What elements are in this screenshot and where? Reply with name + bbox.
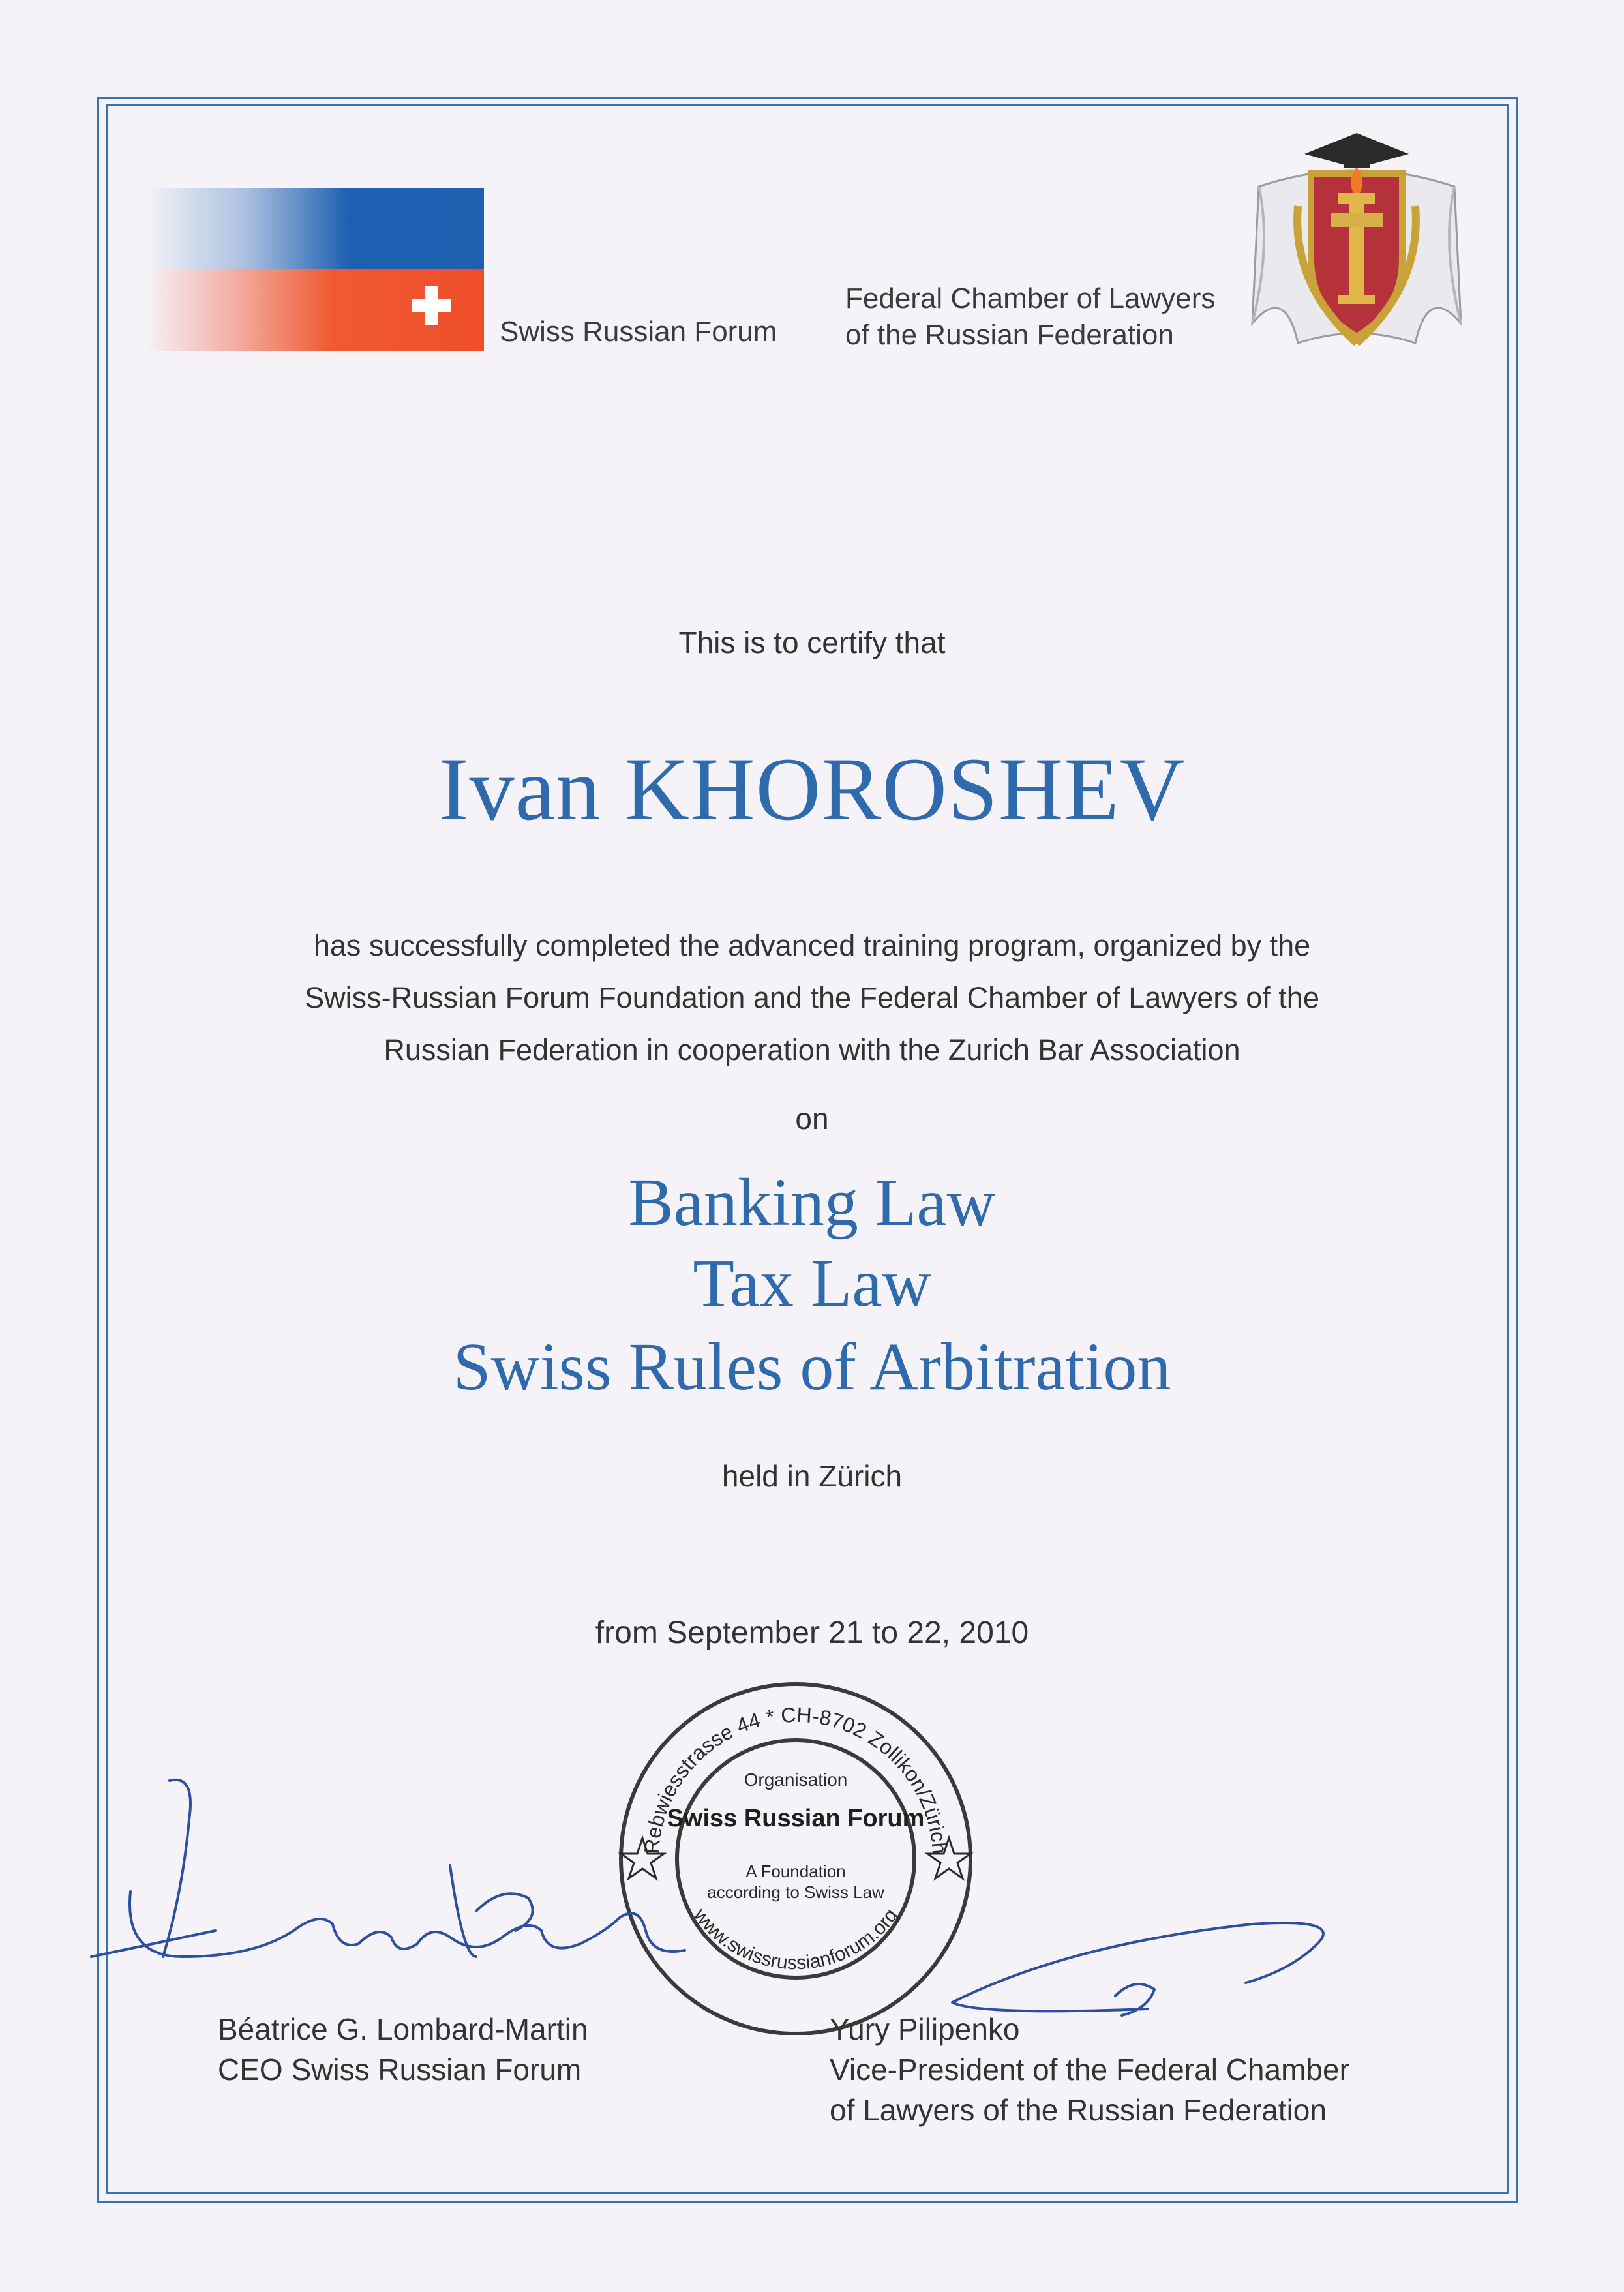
recipient-name: Ivan KHOROSHEV	[438, 739, 1186, 839]
program-dates: from September 21 to 22, 2010	[595, 1616, 1029, 1650]
signatory-right-title-line2: of Lawyers of the Russian Federation	[830, 2093, 1327, 2127]
held-location: held in Zürich	[721, 1459, 903, 1493]
swiss-cross-icon	[400, 274, 463, 337]
on-label: on	[795, 1102, 829, 1136]
program-description	[0, 920, 1624, 1076]
stamp-center-main: Swiss Russian Forum	[667, 1805, 925, 1832]
signatory-left-name: Béatrice G. Lombard-Martin	[218, 2012, 588, 2046]
program-line-2: Swiss-Russian Forum Foundation and the Federal Chamber of Lawyers of the	[305, 981, 1319, 1014]
signatory-right-name: Yury Pilipenko	[830, 2012, 1020, 2046]
org-right-line2: of the Russian Federation	[845, 319, 1174, 351]
signatory-right	[830, 2009, 1349, 2130]
stamp-center-line1: A Foundation	[745, 1862, 846, 1881]
stamp-ring-top: Rebwiesstrasse 44 * CH-8702 Zollikon/Zürich	[639, 1702, 952, 1855]
signature-left-icon	[85, 1761, 711, 1996]
org-right-label	[845, 280, 1215, 354]
certify-intro: This is to certify that	[678, 626, 946, 659]
course-swiss-rules-arbitration: Swiss Rules of Arbitration	[453, 1329, 1171, 1404]
stamp-center-top: Organisation	[744, 1770, 848, 1790]
org-left-label: Swiss Russian Forum	[500, 316, 777, 348]
org-right-line1: Federal Chamber of Lawyers	[845, 282, 1216, 314]
stamp-ring-bottom: www.swissrussianforum.org	[689, 1905, 903, 1974]
program-line-1: has successfully completed the advanced training program, organized by the	[313, 929, 1311, 962]
signatory-right-title-line1: Vice-President of the Federal Chamber	[830, 2053, 1349, 2087]
program-line-3: Russian Federation in cooperation with the Zurich Bar Association	[383, 1033, 1241, 1066]
signatory-left	[218, 2009, 588, 2090]
stamp-center-line2: according to Swiss Law	[707, 1882, 884, 1902]
course-tax-law: Tax Law	[693, 1246, 931, 1321]
course-banking-law: Banking Law	[628, 1165, 996, 1240]
svg-text:www.swissrussianforum.org	[689, 1904, 902, 1974]
signatory-left-title: CEO Swiss Russian Forum	[218, 2053, 582, 2087]
bar-chamber-emblem-icon	[1233, 128, 1481, 376]
